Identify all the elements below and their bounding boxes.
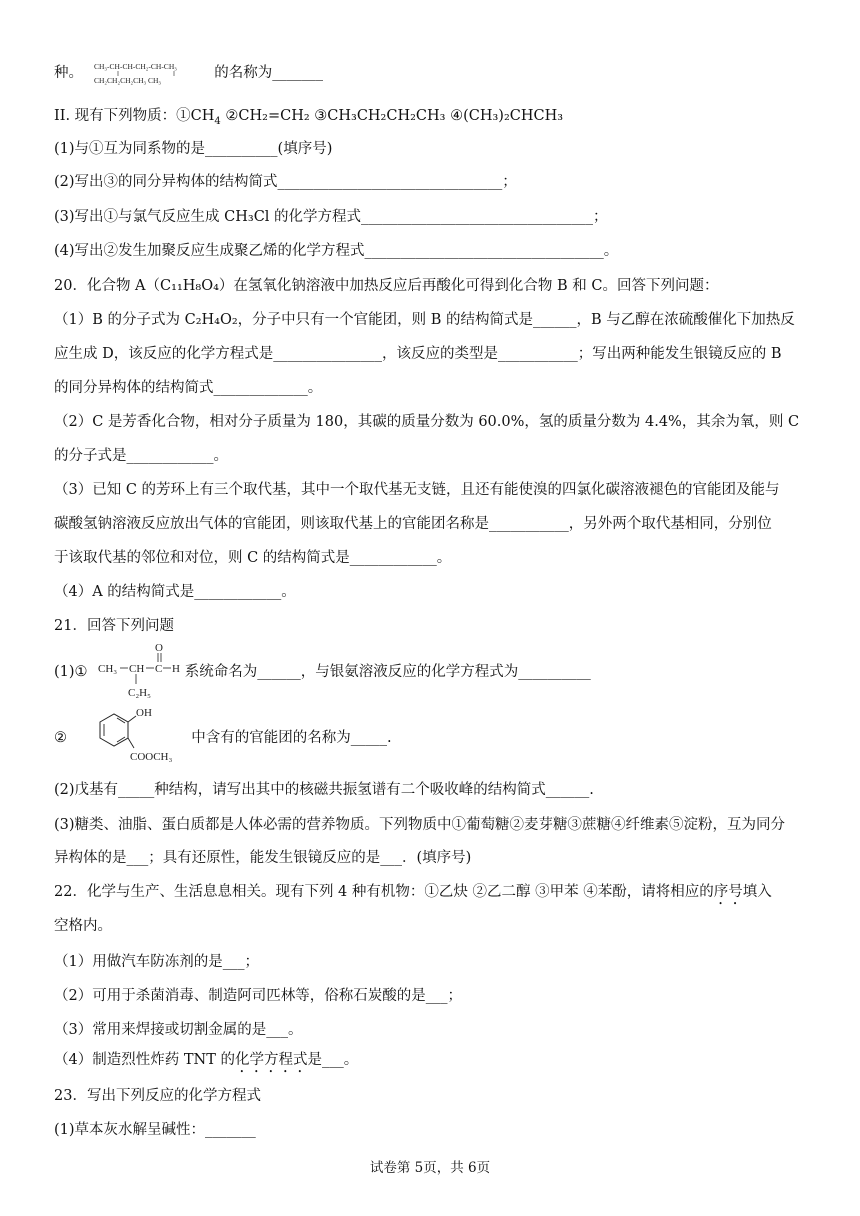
aldehyde-c: C	[155, 663, 163, 675]
q21-s2-suffix: 中含有的官能团的名称为_____.	[191, 730, 392, 746]
q22-stem-l2: 空格内。	[54, 918, 112, 934]
part2-intro-prefix: II. 现有下列物质：①CH	[54, 108, 215, 124]
line-top-prefix: 种。	[54, 65, 83, 81]
part2-q4: (4)写出②发生加聚反应生成聚乙烯的化学方程式_________________________________。	[54, 243, 619, 259]
q23-stem: 23．写出下列反应的化学方程式	[54, 1088, 261, 1104]
oh-group: OH	[135, 707, 152, 719]
q21-s4-l2: 异构体的是___；具有还原性，能发生银镜反应的是___．(填序号)	[54, 850, 472, 866]
q22-a4	[54, 1050, 358, 1076]
q21-s2	[54, 704, 392, 770]
aldehyde-ch3: CH₃	[98, 663, 118, 675]
q21-s4-l1: (3)糖类、油脂、蛋白质都是人体必需的营养物质。下列物质中①葡萄糖②麦芽糖③蔗糖④纤维素⑤淀粉，互为同分	[54, 817, 786, 833]
q22-a4-a: （4）制造烈性炸药 TNT 的	[54, 1052, 235, 1068]
q22-stem-emph: 序号	[713, 884, 743, 900]
q21-s2-prefix: ②	[54, 730, 67, 746]
alkane-structure	[94, 60, 204, 86]
q20-p2-l1: （2）C 是芳香化合物，相对分子质量为 180，其碳的质量分数为 60.0%，氢的质量分数为 4.4%，其余为氧，则 C	[54, 414, 800, 430]
part2-q2: (2)写出③的同分异构体的结构简式_______________________________；	[54, 174, 517, 190]
q20-stem: 20．化合物 A（C₁₁H₈O₄）在氢氧化钠溶液中加热反应后再酸化可得到化合物 B 和 C。回答下列问题：	[54, 278, 719, 294]
q23-a1: (1)草本灰水解呈碱性：_______	[54, 1122, 256, 1138]
q21-s3: (2)戊基有_____种结构，请写出其中的核磁共振氢谱有二个吸收峰的结构简式______.	[54, 782, 594, 798]
q20-p1-l1: （1）B 的分子式为 C₂H₄O₂，分子中只有一个官能团，则 B 的结构简式是______，B 与乙醇在浓硫酸催化下加热反	[54, 312, 795, 328]
aldehyde-h: H	[172, 663, 181, 675]
q22-a4-emph: 化学方程式	[234, 1052, 308, 1068]
q22-a4-b: 是___。	[307, 1052, 359, 1068]
line-top-suffix: 的名称为_______	[214, 65, 323, 81]
ester-group: COOCH₃	[129, 751, 172, 763]
aldehyde-c2h5: C₂H₅	[128, 687, 152, 699]
q20-p1-l3: 的同分异构体的结构简式_____________。	[54, 380, 323, 396]
q20-p1-l2: 应生成 D，该反应的化学方程式是_______________，该反应的类型是___________；写出两种能发生银镜反应的 B	[54, 346, 782, 362]
part2-intro-rest: ②CH₂=CH₂ ③CH₃CH₂CH₂CH₃ ④(CH₃)₂CHCH₃	[225, 108, 564, 124]
q20-p3-l1: （3）已知 C 的芳环上有三个取代基，其中一个取代基无支链，且还有能使溴的四氯化碳溶液褪色的官能团及能与	[54, 482, 780, 498]
alkane-row2: CH₂CH₂CH₂CH₃ CH₃	[93, 76, 161, 85]
methyl-salicylate-structure	[72, 704, 177, 770]
part2-q1: (1)与①互为同系物的是__________(填序号)	[54, 141, 333, 157]
q21-s1	[54, 642, 591, 702]
q22-stem-a: 22．化学与生产、生活息息相关。现有下列 4 种有机物：①乙炔 ②乙二醇 ③甲苯 ④苯酚，请将相应的	[54, 884, 714, 900]
q21-stem: 21．回答下列问题	[54, 618, 174, 634]
q22-a3: （3）常用来焊接或切割金属的是___。	[54, 1022, 303, 1038]
q20-p3-l2: 碳酸氢钠溶液反应放出气体的官能团，则该取代基上的官能团名称是___________，另外两个取代基相同，分别位	[54, 516, 772, 532]
q21-s1-suffix: 系统命名为______，与银氨溶液反应的化学方程式为__________	[184, 664, 591, 680]
part2-q3: (3)写出①与氯气反应生成 CH₃Cl 的化学方程式________________________________；	[54, 209, 608, 225]
part2-intro: II. 现有下列物质：$①CH_4$ ②CH₂=CH₂ ③CH₃CH₂CH₂CH₃ ④(CH₃)₂CHCH₃	[54, 108, 564, 127]
q22-stem-b: 填入	[742, 884, 772, 900]
q22-stem-l1	[54, 882, 772, 908]
line-top	[54, 60, 323, 86]
aldehyde-o: O	[155, 642, 164, 654]
q21-s1-prefix: (1)①	[54, 664, 88, 680]
aldehyde-structure	[96, 642, 196, 700]
q20-p3-l3: 于该取代基的邻位和对位，则 C 的结构简式是____________。	[54, 550, 452, 566]
alkane-row1: CH₃-CH-CH-CH₂-CH-CH₃	[93, 62, 177, 71]
q22-a1: （1）用做汽车防冻剂的是___；	[54, 954, 259, 970]
q20-p4: （4）A 的结构简式是____________。	[54, 584, 296, 600]
aldehyde-ch: CH	[129, 663, 145, 675]
q20-p2-l2: 的分子式是____________。	[54, 448, 228, 464]
q22-a2: （2）可用于杀菌消毒、制造阿司匹林等，俗称石炭酸的是___；	[54, 988, 462, 1004]
page-footer: 试卷第 5页，共 6页	[369, 1160, 491, 1176]
